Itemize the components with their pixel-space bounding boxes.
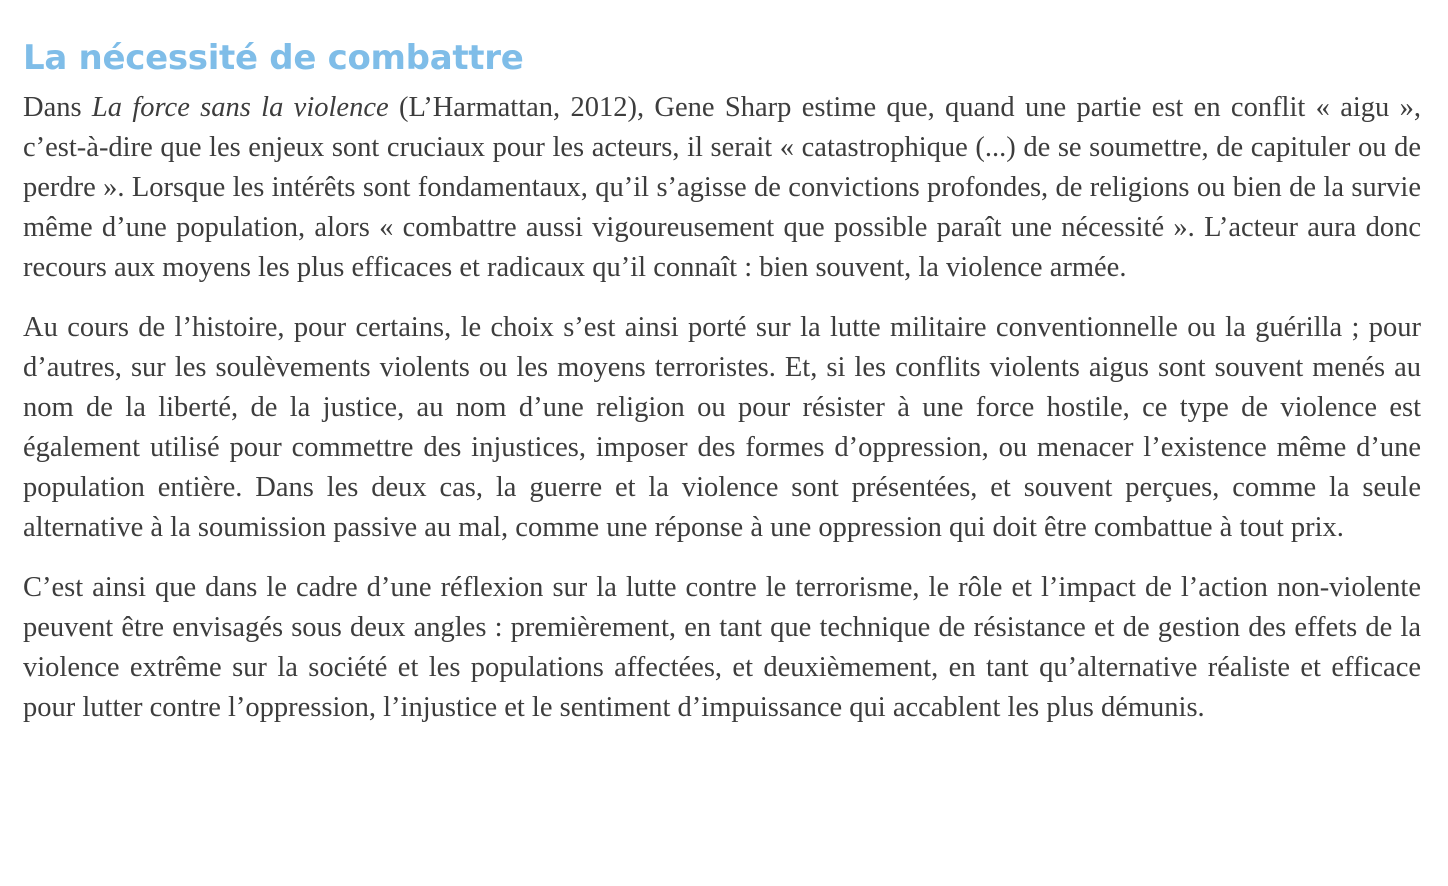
paragraph-1-body: (L’Harmattan, 2012), Gene Sharp estime que, quand une partie est en conflit « aigu », c’est-à-dire que les enjeux sont cruciaux pour les acteurs, il serait « catastrophique (...) de se soumettre, de capituler ou de perdre ». Lorsque les intérêts sont fondamentaux, qu’il s’agisse de convictions profondes, de religions ou bien de la survie même d’une population, alors « combattre aussi vigoureusement que possible paraît une nécessité ». L’acteur aura donc recours aux moyens les plus efficaces et radicaux qu’il connaît : bien souvent, la violence armée. bbox=[23, 92, 1421, 283]
paragraph-1-prefix: Dans bbox=[23, 92, 92, 123]
paragraph-3: C’est ainsi que dans le cadre d’une réflexion sur la lutte contre le terrorisme, le rôle et l’impact de l’action non-violente peuvent être envisagés sous deux angles : premièrement, en tant que technique de résistance et de gestion des effets de la violence extrême sur la société et les populations affectées, et deuxièmement, en tant qu’alternative réaliste et efficace pour lutter contre l’oppression, l’injustice et le sentiment d’impuissance qui accablent les plus démunis. bbox=[23, 572, 1421, 723]
book-title: La force sans la violence bbox=[91, 92, 389, 123]
section-heading: La nécessité de combattre bbox=[23, 38, 524, 78]
article bbox=[23, 0, 1421, 728]
paragraph-2: Au cours de l’histoire, pour certains, le choix s’est ainsi porté sur la lutte militaire conventionnelle ou la guérilla ; pour d’autres, sur les soulèvements violents ou les moyens terroristes. Et, si les conflits violents aigus sont souvent menés au nom de la liberté, de la justice, au nom d’une religion ou pour résister à une force hostile, ce type de violence est également utilisé pour commettre des injustices, imposer des formes d’oppression, ou menacer l’existence même d’une population entière. Dans les deux cas, la guerre et la violence sont présentées, et souvent perçues, comme la seule alternative à la soumission passive au mal, comme une réponse à une oppression qui doit être combattue à tout prix. bbox=[23, 312, 1421, 543]
paragraph-1 bbox=[23, 88, 1421, 288]
